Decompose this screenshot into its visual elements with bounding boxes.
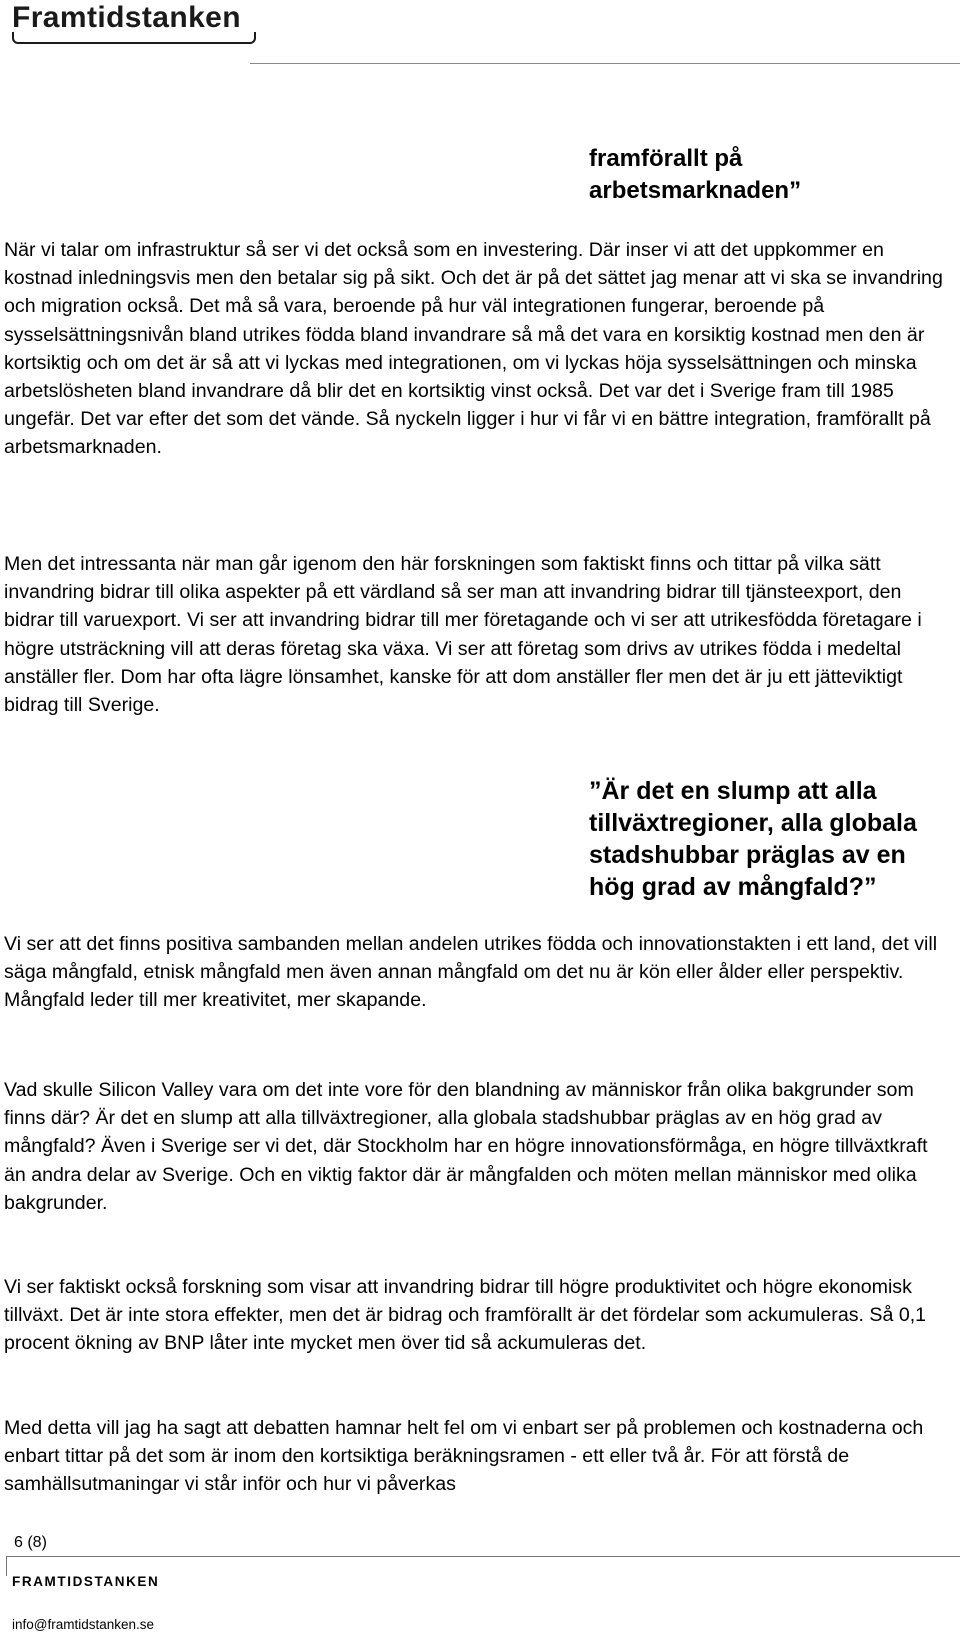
- framtidstanken-logo: [12, 2, 241, 44]
- header: [0, 0, 960, 66]
- footer-email-link[interactable]: info@framtidstanken.se: [12, 1617, 155, 1632]
- footer-brand: FRAMTIDSTANKEN: [12, 1574, 160, 1589]
- paragraph-2: Men det intressanta när man går igenom den här forskningen som faktiskt finns och tittar på vilka sätt invandring bidrar till olika aspekter på ett värdland så ser man att invandring bidrar till tjänsteexport, den bidrar till varuexport. Vi ser att invandring bidrar till mer företagande och vi ser att utrikesfödda företagare i högre utsträckning vill att deras företag ska växa. Vi ser att företag som drivs av utrikes födda i medeltal anställer fler. Dom har ofta lägre lönsamhet, kanske för att dom anställer fler men det är ju ett jätteviktigt bidrag till Sverige.: [4, 553, 922, 717]
- pull-quote-2: ”Är det en slump att alla tillväxtregioner, alla globala stadshubbar präglas av en hög grad av mångfald?”: [589, 777, 917, 901]
- header-rule: [250, 63, 960, 64]
- logo-bracket-shape: [12, 32, 256, 44]
- page-number: 6 (8): [14, 1534, 47, 1551]
- paragraph-3: Vi ser att det finns positiva sambanden mellan andelen utrikes födda och innovationstakten i ett land, det vill säga mångfald, etnisk mångfald men även annan mångfald om det nu är kön eller ålder eller perspektiv. Mångfald leder till mer kreativitet, mer skapande.: [4, 933, 938, 1012]
- paragraph-4: Vad skulle Silicon Valley vara om det inte vore för den blandning av människor från olika bakgrunder som finns där? Är det en slump att alla tillväxtregioner, alla globala stadshubbar präglas av en hög grad av mångfald? Även i Sverige ser vi det, där Stockholm har en högre innovationsförmåga, en högre tillväxtkraft än andra delar av Sverige. Och en viktig faktor där är mångfalden och möten mellan människor med olika bakgrunder.: [4, 1079, 928, 1214]
- footer-rule-tick: [6, 1556, 7, 1576]
- paragraph-1: När vi talar om infrastruktur så ser vi det också som en investering. Där inser vi att det uppkommer en kostnad inledningsvis men den betalar sig på sikt. Och det är på det sättet jag menar att vi ska se invandring och migration också. Det må så vara, beroende på hur väl integrationen fungerar, beroende på sysselsättningsnivån bland utrikes födda bland invandrare så må det vara en korsiktig kostnad men den är kortsiktig och om det är så att vi lyckas med integrationen, om vi lyckas höja sysselsättningen och minska arbetslösheten bland invandrare då blir det en kortsiktig vinst också. Det var det i Sverige fram till 1985 ungefär. Det var efter det som det vände. Så nyckeln ligger i hur vi får vi en bättre integration, framförallt på arbetsmarknaden.: [4, 239, 943, 459]
- paragraph-5: Vi ser faktiskt också forskning som visar att invandring bidrar till högre produktivitet och högre ekonomisk tillväxt. Det är inte stora effekter, men det är bidrag och framförallt är det fördelar som ackumuleras. Så 0,1 procent ökning av BNP låter inte mycket men över tid så ackumuleras det.: [4, 1276, 927, 1355]
- footer-rule: [6, 1556, 960, 1557]
- logo-text: Framtidstanken: [12, 1, 241, 34]
- paragraph-6: Med detta vill jag ha sagt att debatten hamnar helt fel om vi enbart ser på problemen och kostnaderna och enbart tittar på det som är inom den kortsiktiga beräkningsramen - ett eller två år. För att förstå de samhällsutmaningar vi står inför och hur vi påverkas: [4, 1417, 924, 1496]
- pull-quote-1: framförallt på arbetsmarknaden”: [589, 145, 802, 204]
